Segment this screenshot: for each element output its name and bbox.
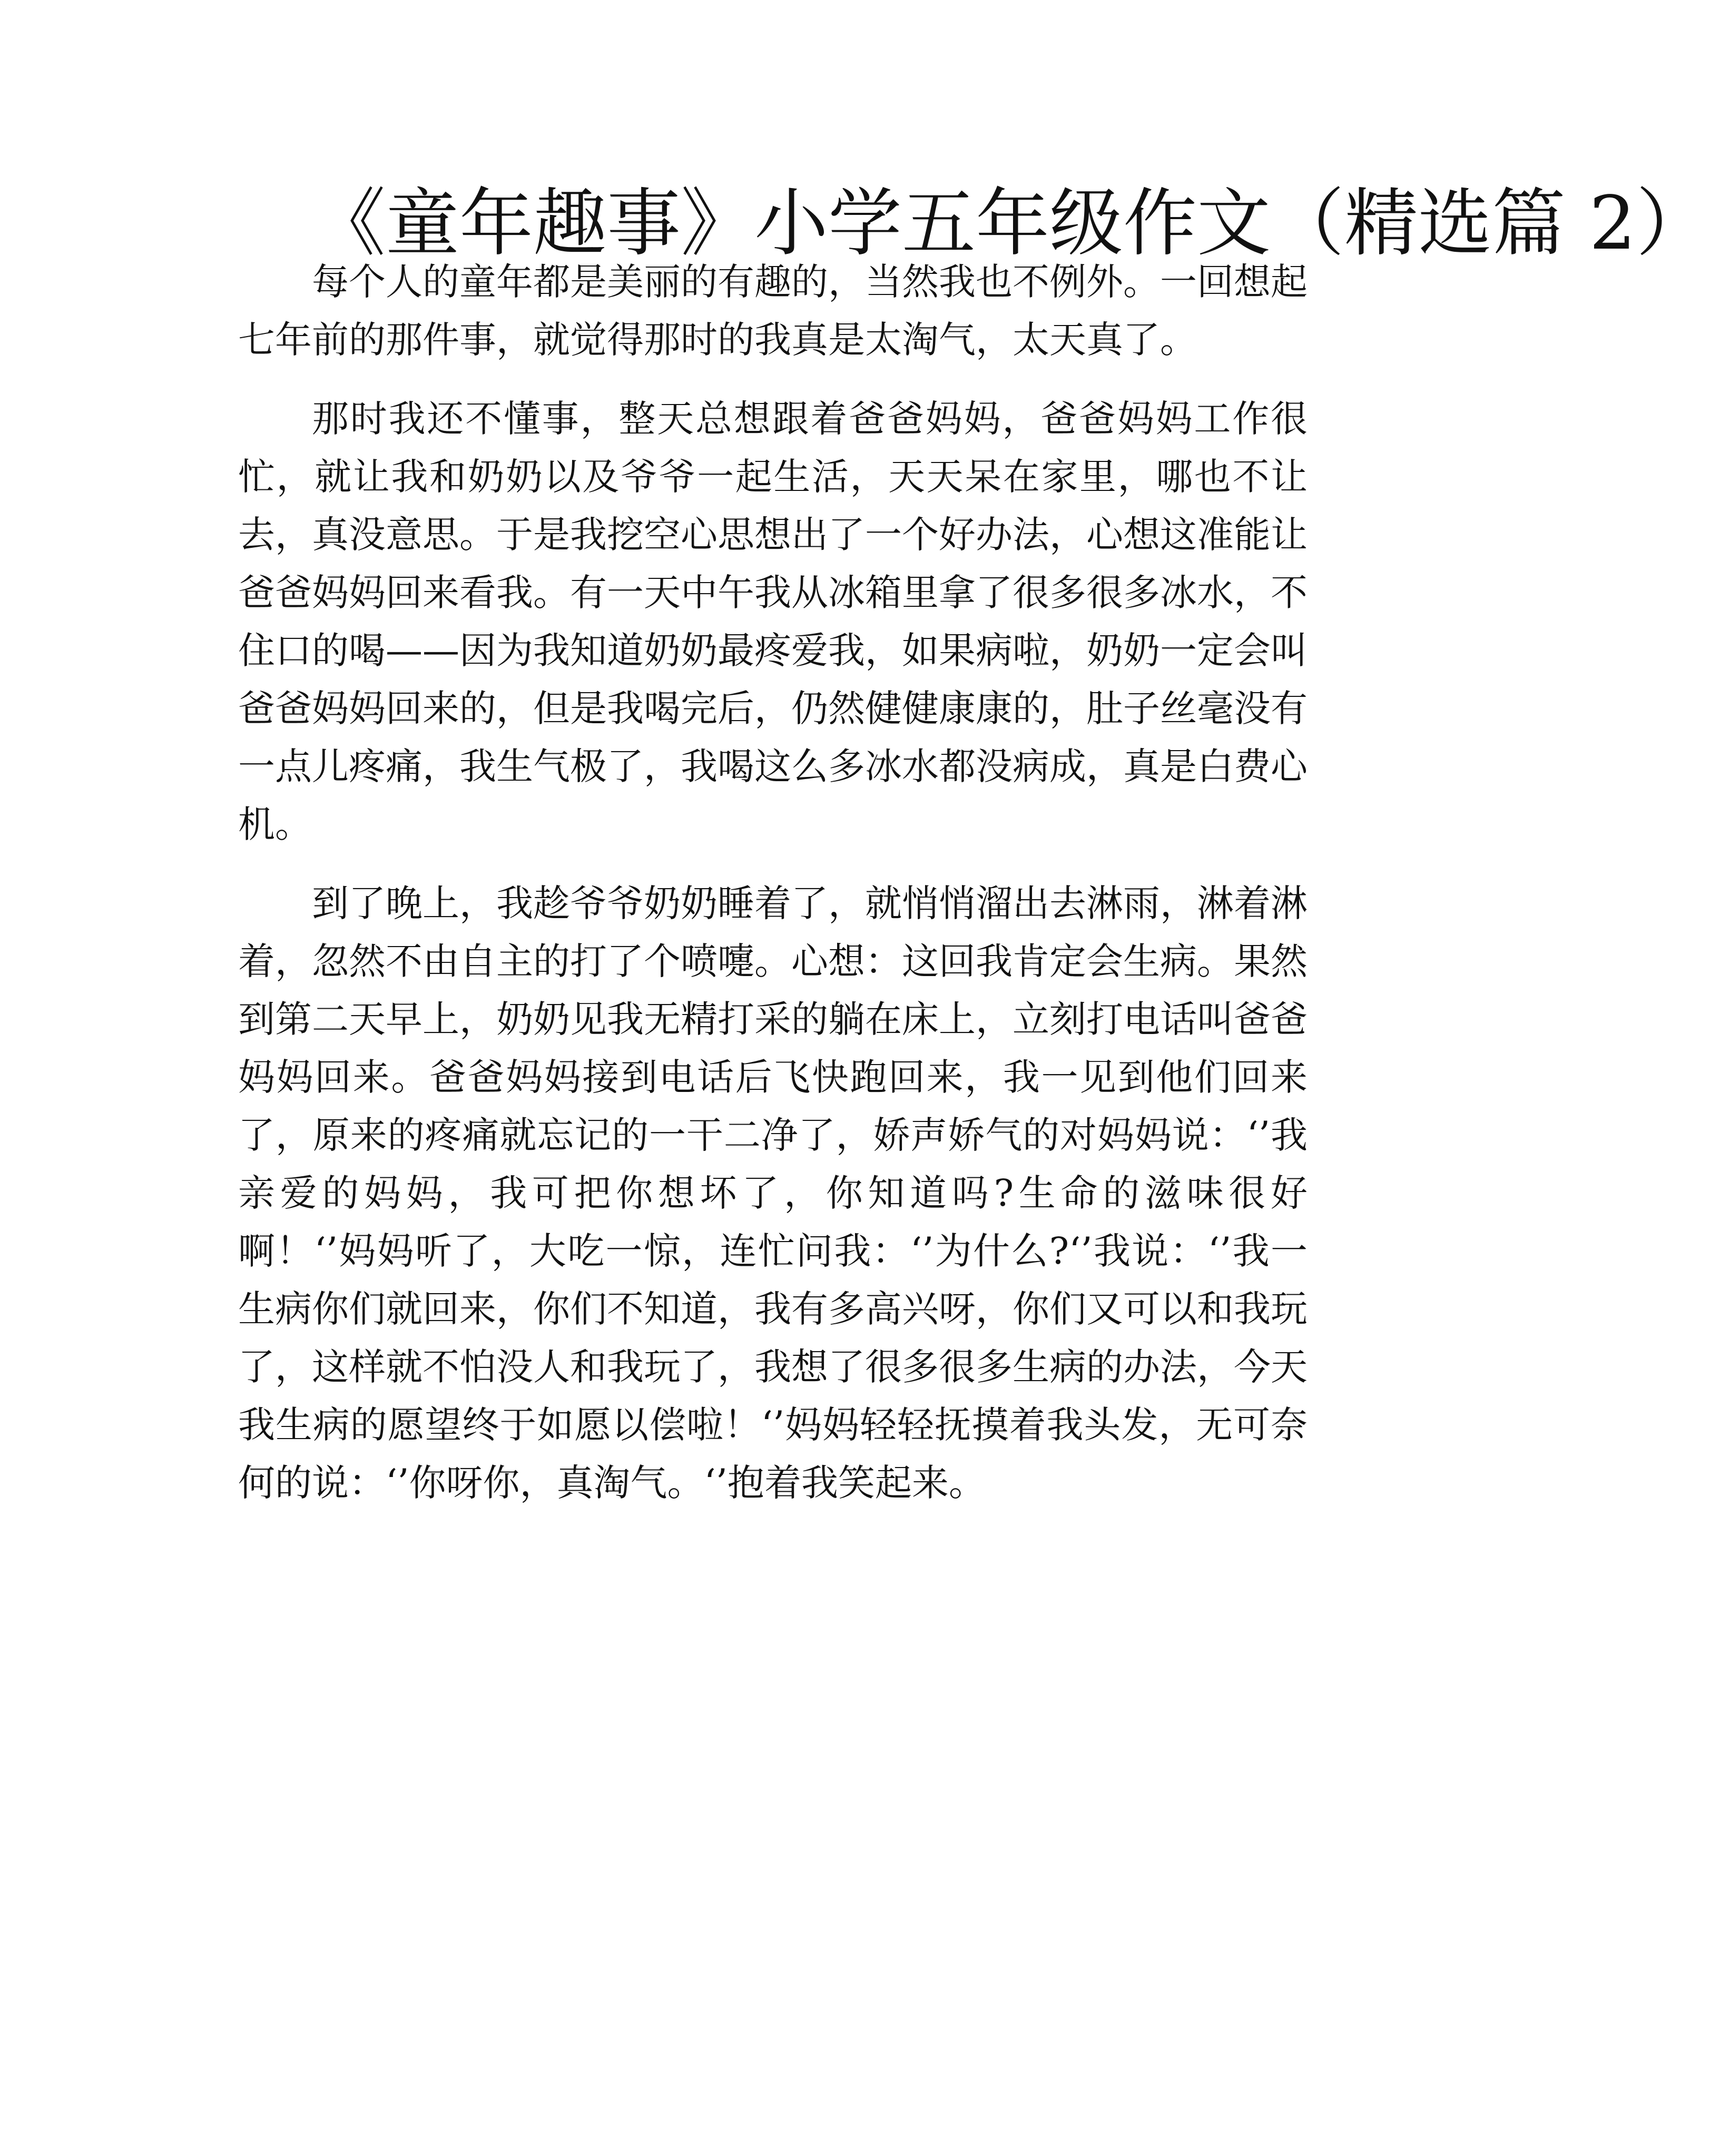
document-body: [238, 181, 1710, 1512]
paragraph-2: 那时我还不懂事，整天总想跟着爸爸妈妈，爸爸妈妈工作很忙，就让我和奶奶以及爷爷一起生活，天天呆在家里，哪也不让去，真没意思。于是我挖空心思想出了一个好办法，心想这准能让爸爸妈妈回来看我。有一天中午我从冰箱里拿了很多很多冰水，不住口的喝——因为我知道奶奶最疼爱我，如果病啦，奶奶一定会叫爸爸妈妈回来的，但是我喝完后，仍然健健康康的，肚子丝毫没有一点儿疼痛，我生气极了，我喝这么多冰水都没病成，真是白费心机。: [238, 397, 1308, 846]
paragraph-1: 每个人的童年都是美丽的有趣的，当然我也不例外。一回想起七年前的那件事，就觉得那时的我真是太淘气，太天真了。: [238, 260, 1308, 361]
document-title: 《童年趣事》小学五年级作文（精选篇 2）: [312, 181, 1710, 267]
paragraph-3: 到了晚上，我趁爷爷奶奶睡着了，就悄悄溜出去淋雨，淋着淋着，忽然不由自主的打了个喷嚏。心想：这回我肯定会生病。果然到第二天早上，奶奶见我无精打采的躺在床上，立刻打电话叫爸爸妈妈回来。爸爸妈妈接到电话后飞快跑回来，我一见到他们回来了，原来的疼痛就忘记的一干二净了，娇声娇气的对妈妈说：‘’我亲爱的妈妈，我可把你想坏了，你知道吗?生命的滋味很好啊！‘’妈妈听了，大吃一惊，连忙问我：‘’为什么?‘’我说：‘’我一生病你们就回来，你们不知道，我有多高兴呀，你们又可以和我玩了，这样就不怕没人和我玩了，我想了很多很多生病的办法，今天我生病的愿望终于如愿以偿啦！‘’妈妈轻轻抚摸着我头发，无可奈何的说：‘’你呀你，真淘气。‘’抱着我笑起来。: [238, 882, 1308, 1504]
